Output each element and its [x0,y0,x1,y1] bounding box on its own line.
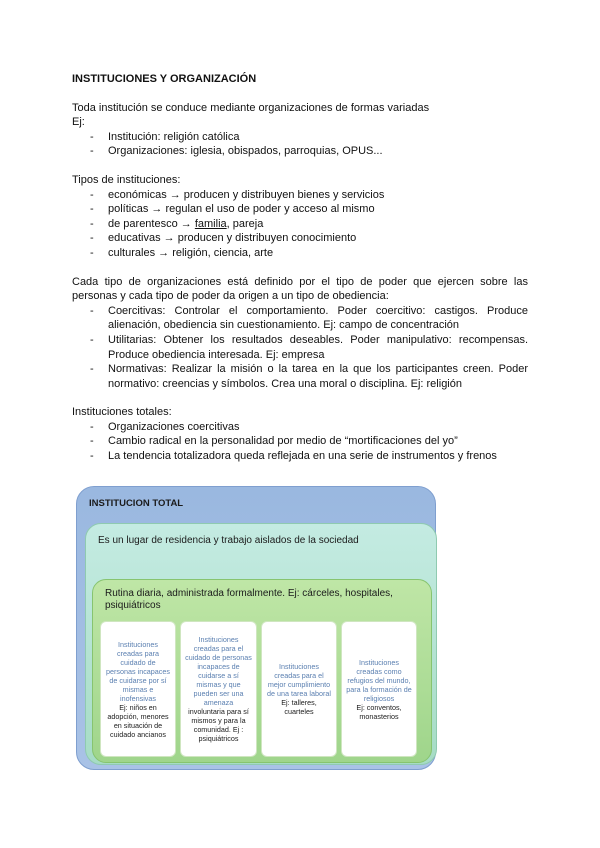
list-item: - culturales → religión, ciencia, arte [72,246,528,261]
list-item: - económicas → producen y distribuyen bienes y servicios [72,188,528,203]
list-item: - Institución: religión católica [72,130,528,145]
page-title: INSTITUCIONES Y ORGANIZACIÓN [72,73,257,85]
card-text: Instituciones creadas para el cuidado de personas incapaces de cuidarse a sí mismas y que pueden ser una amenaza [185,635,252,707]
intro-ej: Ej: [72,116,85,129]
list-item-parentesco [72,217,528,232]
intro-list [72,130,528,159]
totales-list [72,420,528,464]
list-item: - La tendencia totalizadora queda reflejada en una serie de instrumentos y frenos [72,449,528,464]
tipos-list [72,188,528,261]
poder-list [72,304,528,392]
card-example: Ej: conventos, monasterios [356,702,402,721]
card-text: Instituciones creadas para cuidado de personas incapaces de cuidarse por sí mismas e inofensivas [106,639,170,703]
card-text: Instituciones creadas como refugios del mundo, para la formación de religiosos [346,657,412,703]
document-body [72,72,528,464]
list-item: - educativas → producen y distribuyen conocimiento [72,231,528,246]
totales-heading: Instituciones totales: [72,406,172,419]
list-item: - Coercitivas: Controlar el comportamiento. Poder coercitivo: castigos. Produce alienación, obediencia sin cuestionamiento. Ej: campo de concentración [72,304,528,333]
tipos-heading: Tipos de instituciones: [72,173,181,186]
parentesco-post: , pareja [226,217,264,230]
intro-line: Toda institución se conduce mediante organizaciones de formas variadas [72,101,430,114]
category-card [261,621,337,757]
list-item: - Utilitarias: Obtener los resultados deseables. Poder manipulativo: recompensas. Produce obediencia interesada. Ej: empresa [72,333,528,362]
outer-label: INSTITUCION TOTAL [89,498,184,509]
card-example: Ej: niños en adopción, menores en situación de cuidado ancianos [107,702,169,739]
list-item: - Normativas: Realizar la misión o la tarea en la que los participantes creen. Poder normativo: creencias y símbolos. Crea una moral o disciplina. Ej: religión [72,362,528,391]
card-example: involuntaria para sí mismos y para la comunidad. Ej : psiquiátricos [188,707,249,743]
card-text: Instituciones creadas para el mejor cumplimiento de una tarea laboral [267,662,331,698]
mid-label: Es un lugar de residencia y trabajo aislados de la sociedad [98,535,359,546]
parentesco-pre: de parentesco → [108,217,195,230]
list-item: - Organizaciones: iglesia, obispados, parroquias, OPUS... [72,144,528,159]
category-card [180,621,257,757]
list-item: - políticas → regulan el uso de poder y acceso al mismo [72,202,528,217]
poder-paragraph: Cada tipo de organizaciones está definido por el tipo de poder que ejercen sobre las personas y cada tipo de poder da origen a un tipo de obediencia: [72,275,528,303]
card-example: Ej: talleres, cuarteles [281,698,317,716]
category-card [100,621,176,757]
parentesco-underlined: familia [194,217,227,230]
inner-label: Rutina diaria, administrada formalmente. Ej: cárceles, hospitales, psiquiátricos [105,588,393,611]
list-item: - Organizaciones coercitivas [72,420,528,435]
institucion-total-diagram [76,486,436,770]
list-item: - Cambio radical en la personalidad por medio de “mortificaciones del yo” [72,434,528,449]
category-card [341,621,417,757]
